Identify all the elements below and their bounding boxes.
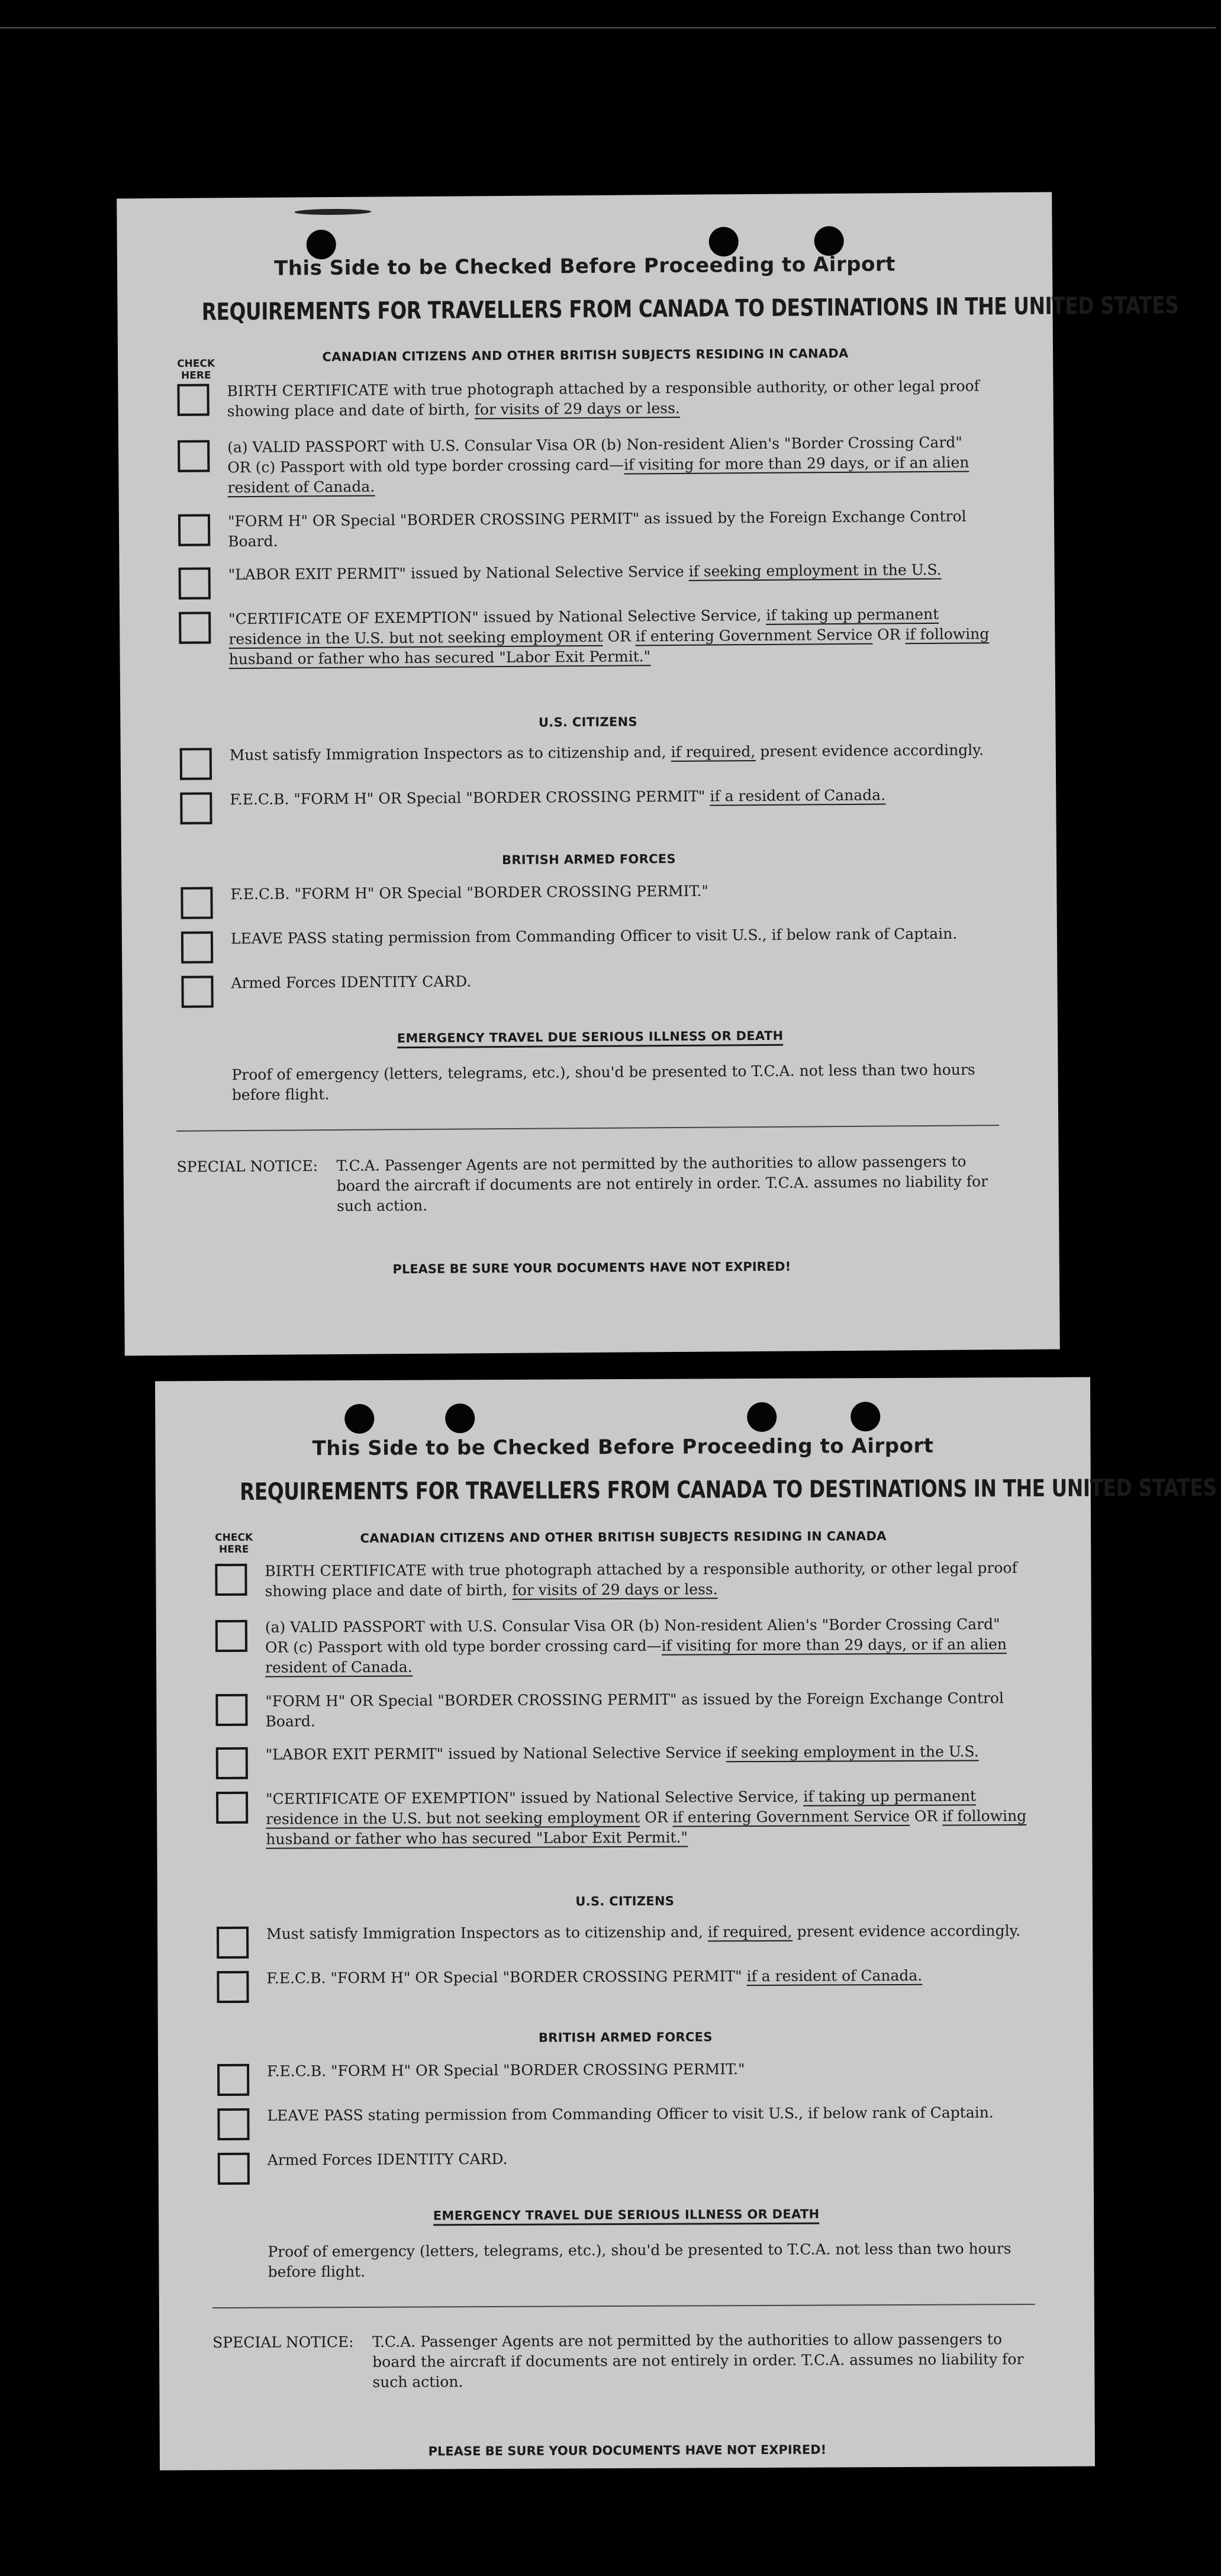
item-text: OR (603, 627, 636, 645)
section-title-armed-forces: BRITISH ARMED FORCES (502, 851, 676, 868)
checkbox[interactable] (217, 2064, 249, 2096)
checkbox[interactable] (215, 1564, 247, 1596)
checkbox[interactable] (217, 2108, 249, 2140)
item-condition: if taking up permanent residence in the U.S. but not seeking employment (228, 605, 939, 648)
emergency-text: Proof of emergency (letters, telegrams, etc.), shou'd be presented to T.C.A. not less than two hours before flight. (268, 2240, 1011, 2281)
punch-hole (850, 1402, 880, 1431)
checklist-item (180, 740, 991, 766)
checklist-item (216, 1786, 1027, 1850)
checklist-item (179, 559, 990, 585)
item-text: (a) VALID PASSPORT with U.S. Consular Visa OR (b) Non-resident Alien's "Border Crossing Card" OR (c) Passport with old type border crossing card— (227, 433, 962, 476)
checklist-item (181, 879, 991, 905)
item-condition: if following husband or father who has secured "Labor Exit Permit." (266, 1807, 1027, 1848)
checkbox[interactable] (181, 887, 212, 919)
checkbox[interactable] (180, 792, 212, 824)
checkbox[interactable] (179, 611, 211, 643)
checkbox[interactable] (215, 1694, 247, 1726)
item-condition: for visits of 29 days or less. (474, 399, 680, 418)
item-condition: if visiting for more than 29 days, or if an alien resident of Canada. (227, 453, 969, 497)
item-text: present evidence accordingly. (755, 741, 984, 761)
item-text: Must satisfy Immigration Inspectors as to citizenship and, (229, 743, 671, 764)
checklist-item (217, 1965, 1027, 1989)
checklist-item (181, 968, 992, 994)
side-heading: This Side to be Checked Before Proceeding to Airport (273, 252, 896, 281)
item-condition: if taking up permanent residence in the U.S. but not seeking employment (266, 1787, 977, 1828)
item-text: "FORM H" OR Special "BORDER CROSSING PERMIT" as issued by the Foreign Exchange Control Board. (227, 507, 967, 550)
item-condition: if a resident of Canada. (746, 1966, 923, 1985)
special-notice-label: SPECIAL NOTICE: (176, 1157, 318, 1176)
section-title-emergency (159, 2206, 1094, 2224)
special-notice-text: T.C.A. Passenger Agents are not permitted by the authorities to allow passengers to board the aircraft if documents are not entirely in order. T.C.A. assumes no liability for such action. (336, 1152, 988, 1215)
special-notice (212, 2329, 1035, 2393)
checkbox[interactable] (177, 384, 209, 416)
item-condition: if following husband or father who has secured "Labor Exit Permit." (228, 625, 990, 668)
item-text: F.E.C.B. "FORM H" OR Special "BORDER CROSSING PERMIT." (230, 882, 708, 903)
checkbox[interactable] (216, 1792, 248, 1824)
item-text: "LABOR EXIT PERMIT" issued by National Selective Service (228, 562, 689, 584)
item-condition: for visits of 29 days or less. (512, 1580, 718, 1599)
item-condition: if entering Government Service (635, 626, 873, 645)
section-title-emergency (123, 1026, 1058, 1047)
footer-note: PLEASE BE SURE YOUR DOCUMENTS HAVE NOT EXPIRED! (428, 2442, 827, 2459)
checkbox[interactable] (218, 2153, 250, 2185)
special-notice-text: T.C.A. Passenger Agents are not permitted by the authorities to allow passengers to board the aircraft if documents are not entirely in order. T.C.A. assumes no liability for such action. (372, 2330, 1024, 2391)
item-text: Must satisfy Immigration Inspectors as to citizenship and, (266, 1923, 708, 1943)
punch-hole (307, 230, 336, 259)
punch-hole (445, 1403, 475, 1433)
checklist-item (178, 506, 989, 552)
item-condition: if required, (671, 743, 756, 761)
checklist-item (179, 604, 990, 670)
checklist-item (218, 2147, 1029, 2171)
section-title-us-citizens: U.S. CITIZENS (538, 714, 637, 730)
checklist-item (180, 784, 991, 810)
document-sheet-2 (155, 1377, 1217, 2471)
checkbox[interactable] (179, 567, 211, 599)
divider (212, 2304, 1035, 2308)
item-condition: if entering Government Service (672, 1807, 910, 1826)
item-text: LEAVE PASS stating permission from Commanding Officer to visit U.S., if below rank of Captain. (267, 2104, 994, 2124)
section-title-canadian: CANADIAN CITIZENS AND OTHER BRITISH SUBJECTS RESIDING IN CANADA (322, 346, 849, 365)
checkbox[interactable] (181, 931, 213, 963)
checklist-item (178, 432, 989, 498)
checklist-item (215, 1558, 1026, 1602)
checkbox[interactable] (217, 1927, 249, 1959)
checkbox[interactable] (180, 748, 212, 780)
checklist-item (217, 2058, 1028, 2082)
punch-hole (814, 226, 844, 256)
checklist-item (217, 1921, 1027, 1944)
emergency-title-text: EMERGENCY TRAVEL DUE SERIOUS ILLNESS OR DEATH (397, 1029, 784, 1049)
checkbox[interactable] (216, 1747, 248, 1779)
item-condition: if a resident of Canada. (710, 786, 886, 805)
punch-hole (344, 1404, 374, 1434)
side-heading: This Side to be Checked Before Proceeding to Airport (312, 1434, 934, 1461)
special-notice (177, 1151, 1000, 1218)
item-text: OR (640, 1808, 673, 1826)
top-border-line (0, 27, 1216, 28)
document-sheet-1 (117, 192, 1179, 1356)
section-title-canadian: CANADIAN CITIZENS AND OTHER BRITISH SUBJECTS RESIDING IN CANADA (360, 1529, 887, 1545)
punch-hole (709, 227, 739, 256)
checkbox[interactable] (178, 440, 210, 472)
checklist-item (217, 2102, 1028, 2126)
section-title-us-citizens: U.S. CITIZENS (575, 1894, 675, 1909)
item-text: Armed Forces IDENTITY CARD. (231, 973, 472, 992)
item-text: BIRTH CERTIFICATE with true photograph attached by a responsible authority, or other legal proof showing place and date of birth, (227, 377, 980, 420)
main-heading: REQUIREMENTS FOR TRAVELLERS FROM CANADA TO DESTINATIONS IN THE UNITED STATES (239, 1474, 1217, 1506)
item-text: BIRTH CERTIFICATE with true photograph attached by a responsible authority, or other legal proof showing place and date of birth, (265, 1559, 1017, 1600)
item-text: "FORM H" OR Special "BORDER CROSSING PERMIT" as issued by the Foreign Exchange Control Board. (265, 1689, 1004, 1730)
section-title-armed-forces: BRITISH ARMED FORCES (538, 2030, 713, 2045)
punch-hole (747, 1402, 777, 1432)
item-text: LEAVE PASS stating permission from Commanding Officer to visit U.S., if below rank of Captain. (230, 925, 958, 948)
smudge-mark (294, 209, 371, 215)
checklist-item (181, 923, 992, 949)
checkbox[interactable] (217, 1971, 249, 2003)
footer-note: PLEASE BE SURE YOUR DOCUMENTS HAVE NOT EXPIRED! (392, 1259, 791, 1277)
check-here-label: CHECK HERE (215, 1531, 253, 1556)
emergency-text: Proof of emergency (letters, telegrams, etc.), shou'd be presented to T.C.A. not less than two hours before flight. (231, 1061, 975, 1104)
item-text: OR (909, 1807, 943, 1825)
item-text: F.E.C.B. "FORM H" OR Special "BORDER CROSSING PERMIT." (267, 2060, 745, 2080)
main-heading: REQUIREMENTS FOR TRAVELLERS FROM CANADA TO DESTINATIONS IN THE UNITED STATES (201, 292, 1179, 326)
item-text: F.E.C.B. "FORM H" OR Special "BORDER CROSSING PERMIT" (266, 1968, 747, 1987)
item-condition: if seeking employment in the U.S. (688, 561, 942, 580)
emergency-title-text: EMERGENCY TRAVEL DUE SERIOUS ILLNESS OR DEATH (433, 2207, 820, 2226)
checklist-item (216, 1741, 1027, 1765)
item-text: "LABOR EXIT PERMIT" issued by National Selective Service (265, 1744, 726, 1763)
checklist-item (215, 1688, 1026, 1732)
item-condition: if seeking employment in the U.S. (726, 1743, 979, 1762)
divider (176, 1125, 999, 1132)
item-text: present evidence accordingly. (792, 1922, 1021, 1940)
item-text: Armed Forces IDENTITY CARD. (267, 2150, 508, 2169)
checkbox[interactable] (178, 514, 210, 546)
checklist-item (215, 1614, 1026, 1678)
item-condition: if visiting for more than 29 days, or if an alien resident of Canada. (265, 1635, 1007, 1676)
item-text: "CERTIFICATE OF EXEMPTION" issued by National Selective Service, (228, 606, 766, 628)
item-text: "CERTIFICATE OF EXEMPTION" issued by National Selective Service, (266, 1788, 804, 1808)
checkbox[interactable] (215, 1620, 247, 1652)
checkbox[interactable] (181, 975, 213, 1007)
item-text: F.E.C.B. "FORM H" OR Special "BORDER CROSSING PERMIT" (230, 787, 710, 809)
item-condition: if required, (707, 1923, 792, 1941)
special-notice-label: SPECIAL NOTICE: (212, 2333, 354, 2352)
item-text: OR (872, 626, 906, 643)
checklist-item (177, 376, 988, 422)
check-here-label: CHECK HERE (177, 358, 215, 382)
item-text: (a) VALID PASSPORT with U.S. Consular Visa OR (b) Non-resident Alien's "Border Crossing Card" OR (c) Passport with old type border crossing card— (265, 1615, 1000, 1656)
